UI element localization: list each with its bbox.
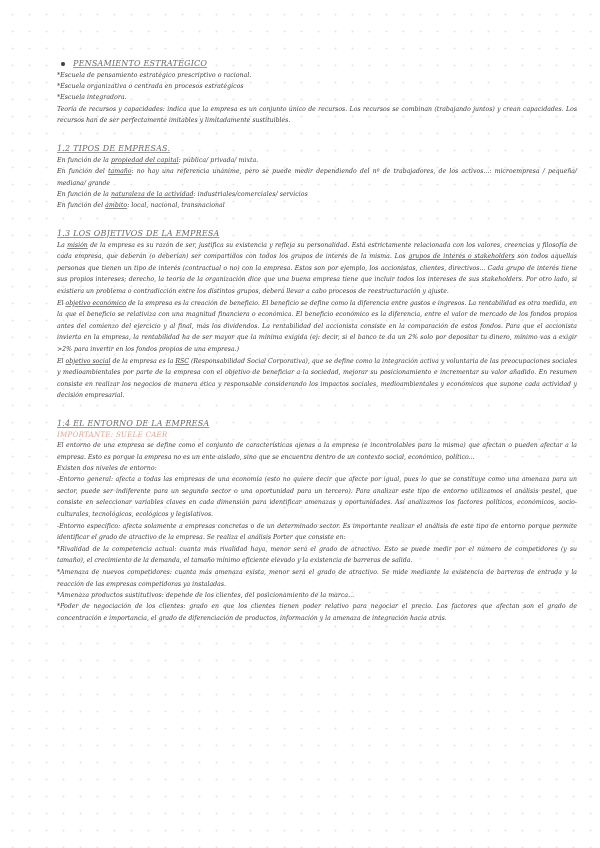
important-note: IMPORTANTE: SUELE CAER [57,430,168,439]
type-activity: En función de la naturaleza de la actividad: industriales/comerciales/ servicios [57,191,308,199]
type-scope: En función del ámbito: local, nacional, transnacional [57,202,225,210]
specific-environment-paragraph: -Entorno específico: afecta solamente a empresas concretas o de un determinado sector. Es importante realizar el análisis de este tipo de entorno porque permite identificar el grado de atractivo de la empresa. Se realiza el análisis Porter que consiste en: [57,522,577,542]
type-ownership: En función de la propiedad del capital: pública/ privada/ mixta. [57,156,259,164]
type-size: En función del tamaño: no hay una referencia unánime, pero se puede medir dependiendo del nº de trabajadores, de los activos...: microempresa / pequeña/ mediana/ grande [57,168,577,187]
resources-theory-paragraph: Teoría de recursos y capacidades: indica que la empresa es un conjunto único de recursos. Los recursos se combinan (trabajando juntos) y crean capacidades. Los recursos han de ser perfectamente imitables y limitadamente sustituibles. [57,105,577,125]
environment-definition-paragraph: El entorno de una empresa se define como el conjunto de características ajenas a la empresa (e incontrolables para la misma) que afectan o pueden afectar a la empresa. Esto es porque la empresa no es un ente aislado, sino que se encuentra dentro de un contexto social, económico, político... [57,441,577,461]
porter-rivalry: *Rivalidad de la competencia actual: cuanta más rivalidad haya, menor será el grado de atractivo. Esto se puede medir por el número de competidores (y su tamaño), el crecimiento de la demanda, el tamaño mínimo eficiente elevado y la existencia de barreras de salida. [57,545,577,565]
section-heading-entorno [57,418,577,430]
porter-new-entrants: *Amenaza de nuevos competidores: cuanta más amenaza exista, menor será el grado de atractivo. Se mide mediante la existencia de barreras de entrada y la reacción de las empresas competidoras ya instaladas. [57,569,577,588]
school-prescriptive: *Escuela de pensamiento estratégico prescriptivo o racional. [57,72,252,79]
general-environment-paragraph: -Entorno general: afecta a todas las empresas de una economía (esto no quiere decir que afecte por igual, pues lo que se constituye como una amenaza para un sector, puede ser indiferente para un segundo sector o una oportunidad para un tercero). Para analizar este tipo de entorno utilizamos el análisis pestel, que consiste en seleccionar variables claves en cada dimensión para identificar amenazas y oportunidades. Así analizamos los factores políticos, económicos, socio-culturales, tecnológicos, ecológicos y legislativos. [57,476,577,519]
document-page [57,58,577,625]
section-heading-objetivos [57,228,577,240]
heading-text: 1.4 EL ENTORNO DE LA EMPRESA [57,418,210,428]
school-integrative: *Escuela integradora. [57,94,127,102]
section-heading-pensamiento [57,58,577,70]
heading-text: 1.3 LOS OBJETIVOS DE LA EMPRESA [57,228,220,238]
heading-text: 1.2 TIPOS DE EMPRESAS. [57,143,171,153]
bullet-icon [61,62,65,66]
economic-objective-paragraph: El objetivo económico de la empresa es la creación de beneficio. El beneficio se define como la diferencia entre gastos e ingresos. La rentabilidad es otra medida, en la que el beneficio se relativiza con una magnitud financiera o económica. El beneficio económico es la diferencia, entre el valor de mercado de los fondos propios antes del comienzo del ejercicio y al final, más los dividendos. La rentabilidad del accionista consiste en la comparación de estos fondos. Para que el accionista invierta en la empresa, la rentabilidad ha de ser mayor que la mínima exigida (ej: decir, si el banco te da un 2% solo por depositar tu dinero, mínimo vas a exigir >2% para invertir en los fondos propios de una empresa.) [57,299,577,353]
heading-text: PENSAMIENTO ESTRATÉGICO [73,59,208,68]
environment-levels: Existen dos niveles de entorno: [57,465,157,473]
mission-paragraph: La misión de la empresa es su razón de ser, justifica su existencia y refleja su personalidad. Está estrictamente relacionada con los valores, creencias y filosofía de cada empresa, que deberán (o deberían) ser compartidos con todos los grupos de interés de la misma. Los grupos de interés o stakeholders son todos aquellas personas que tienen un tipo de interés (contractual o no) con la empresa. Estos son por ejemplo, los accionistas, clientes, directivos... Cada grupo de interés tiene sus propios intereses; derecho, la teoría de la organización dice que una buena empresa tiene que incluir todos los intereses de sus stakeholders. Por otro lado, si existiera un problema o contradicción entre los distintos grupos, deberá llevar a cabo procesos de reestructuración y ajuste. [57,241,578,295]
school-organizational: *Escuela organizativa o centrada en procesos estratégicos [57,83,244,91]
porter-buyer-power: *Poder de negociación de los clientes: grado en que los clientes tienen poder relativo para negociar el precio. Los factores que afectan son el grado de concentración e importancia, el grado de diferenciación de productos, información y la amenaza de integración hacia atrás. [57,603,577,623]
section-heading-tipos [57,143,577,155]
porter-substitutes: *Amenaza productos sustitutivos: depende de los clientes, del posicionamiento de la marca... [57,592,355,600]
social-objective-paragraph: El objetivo social de la empresa es la RSC (Responsabilidad Social Corporativa), que se define como la integración activa y voluntaria de las preocupaciones sociales y medioambientales por parte de la empresa con el objetivo de beneficiar a la sociedad, mejorar su posicionamiento e incrementar su valor añadido. En resumen consiste en realizar los negocios de manera ética y responsable considerando los impactos sociales, medioambientales y económicos que supone cada actividad y decisión empresarial. [57,357,578,400]
